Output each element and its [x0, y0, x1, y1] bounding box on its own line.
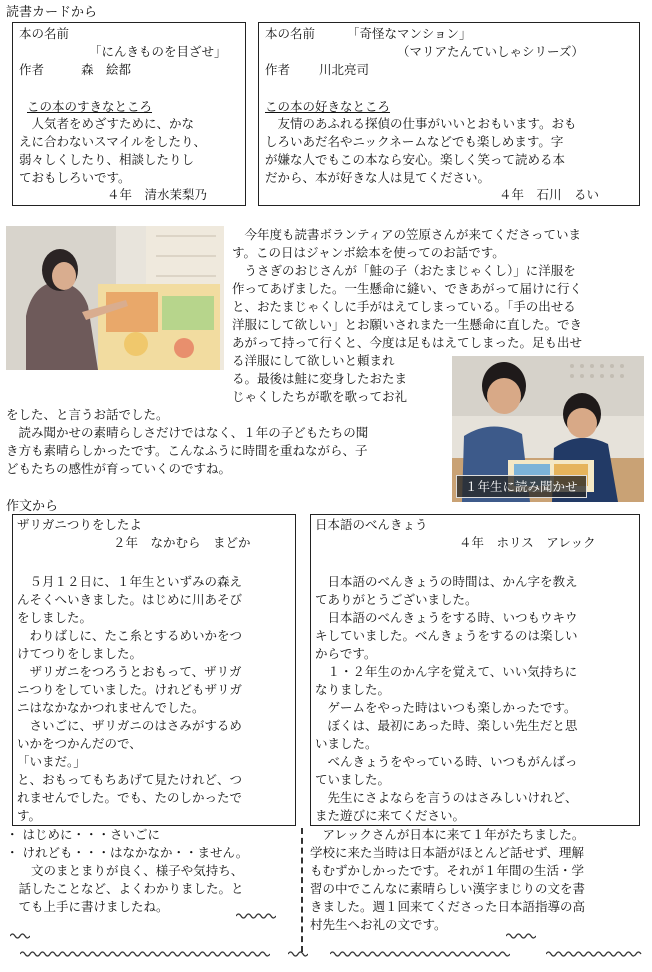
- card-body-line: だから、本が好きな人は見てください。: [265, 170, 491, 185]
- composition-left: [12, 514, 296, 826]
- author-label: 作者: [19, 62, 45, 77]
- article-text-middle: [232, 352, 446, 406]
- comment-line: きました。週１回来てくださった日本語指導の高: [310, 899, 586, 914]
- composition-line: 日本語のべんきょうの時間は、かん字を教え: [315, 574, 578, 589]
- article-line: 今年度も読書ボランティアの笠原さんが来てくださっていま: [232, 227, 582, 242]
- composition-line: けてつりをしました。: [17, 646, 143, 661]
- composition-line: す。: [17, 808, 42, 823]
- photo-caption: １年生に読み聞かせ: [456, 475, 587, 498]
- comment-line: 習の中でこんなに素晴らしい漢字まじりの文を書: [310, 881, 586, 896]
- article-line: じゃくしたちが歌を歌ってお礼: [232, 389, 408, 404]
- comment-line: ・ けれども・・・はなかなか・・ません。: [6, 845, 249, 860]
- composition-line: ニつりをしていました。けれどもザリガ: [17, 682, 242, 697]
- composition-line: からです。: [315, 646, 377, 661]
- comment-line: 文のまとまりが良く、様子や気持ち、: [6, 863, 244, 878]
- composition-line: さいごに、ザリガニのはさみがするめ: [17, 718, 242, 733]
- teacher-comment-right: [310, 826, 648, 934]
- composition-line: 先生にさよならを言うのはさみしいけれど、: [315, 790, 578, 805]
- composition-line: ぼくは、最初にあった時、楽しい先生だと思: [315, 718, 578, 733]
- author-label: 作者: [265, 62, 291, 77]
- composition-line: んそくへいきました。はじめに川あそび: [17, 592, 243, 607]
- composition-title: ザリガニつりをしたよ: [17, 517, 142, 532]
- comment-line: もむずかしかったです。それが１年間の生活・学: [310, 863, 585, 878]
- composition-line: ５月１２日に、１年生といずみの森え: [17, 574, 243, 589]
- wave-divider: [546, 950, 642, 958]
- book-label: 本の名前: [265, 26, 316, 41]
- card-body-line: 弱々しくしたり、相談したりし: [19, 152, 195, 167]
- article-text-bottom: [6, 406, 446, 478]
- composition-line: いかをつかんだので、: [17, 736, 142, 751]
- article-line: 洋服にして欲しい」とお願いされまた一生懸命に直した。でき: [232, 317, 583, 332]
- composition-byline: ２年 なかむら まどか: [113, 535, 251, 550]
- composition-body: [315, 555, 639, 825]
- card-body-line: が嫌な人でもこの本なら安心。楽しく笑って読める本: [265, 152, 566, 167]
- composition-line: また遊びに来てください。: [315, 808, 466, 823]
- book-title: 「奇怪なマンション」: [347, 26, 472, 41]
- wave-divider: [236, 912, 276, 920]
- column-divider: [301, 828, 303, 952]
- composition-body: [17, 555, 295, 825]
- article-line: き方も素晴らしかったです。こんなふうに時間を重ねながら、子: [6, 443, 368, 458]
- composition-line: ゲームをやった時はいつも楽しかったです。: [315, 700, 577, 715]
- author-name: 川北亮司: [319, 62, 370, 77]
- favorite-heading: この本のすきなところ: [27, 99, 153, 114]
- favorite-heading: この本の好きなところ: [265, 99, 391, 114]
- teacher-comment-left: [6, 826, 298, 916]
- article-line: どもたちの感性が育っていくのですね。: [6, 461, 232, 476]
- composition-line: べんきょうをやっている時、いつもがんばっ: [315, 754, 578, 769]
- composition-line: [17, 555, 295, 573]
- composition-line: 日本語のべんきょうをする時、いつもウキウ: [315, 610, 578, 625]
- composition-line: をしました。: [17, 610, 93, 625]
- composition-line: れませんでした。でも、たのしかったで: [17, 790, 243, 805]
- composition-line: ザリガニをつろうとおもって、ザリガ: [17, 664, 242, 679]
- composition-line: いました。: [315, 736, 378, 751]
- wave-divider: [20, 950, 270, 958]
- wave-divider: [10, 932, 30, 940]
- article-text-top: [232, 226, 648, 352]
- card-body-line: ておもしろいです。: [19, 170, 131, 185]
- card-body-line: 人気者をめざすために、かな: [19, 116, 195, 131]
- article-line: と、おたまじゃくしに手がはえてしまっている。「手の出せる: [232, 299, 576, 314]
- reading-card-right: [258, 22, 640, 206]
- book-label: 本の名前: [19, 26, 70, 41]
- photo-volunteer-reading: [6, 226, 224, 370]
- card-body: [19, 115, 245, 187]
- card-body-line: しろいあだ名やニックネームなどでも楽しめます。字: [265, 134, 564, 149]
- comment-line: 村先生へお礼の文です。: [310, 917, 447, 932]
- wave-divider: [330, 950, 510, 958]
- composition-line: と、おもってもちあげて見たけれど、つ: [17, 772, 243, 787]
- comment-line: アレックさんが日本に来て１年がたちました。: [310, 827, 585, 842]
- comment-line: 話したことなど、よくわかりました。と: [6, 881, 244, 896]
- article-line: る。最後は鮭に変身したおたま: [232, 371, 408, 386]
- section-title-reading-cards: 読書カードから: [6, 5, 98, 20]
- book-title: 「にんきものを目ざせ」: [89, 44, 227, 59]
- card-signature: ４年 清水茉梨乃: [107, 187, 208, 202]
- comment-line: ても上手に書けましたね。: [6, 899, 169, 914]
- comment-line: 学校に来た当時は日本語がほとんど話せず、理解: [310, 845, 585, 860]
- photo-volunteer-reading-image: [6, 226, 224, 370]
- composition-line: てありがとうございました。: [315, 592, 478, 607]
- composition-right: [310, 514, 640, 826]
- card-signature: ４年 石川 るい: [499, 187, 600, 202]
- wave-divider: [506, 932, 536, 940]
- card-body: [265, 115, 637, 187]
- book-series: （マリアたんていしゃシリーズ）: [397, 44, 584, 59]
- comment-line: ・ はじめに・・・さいごに: [6, 827, 160, 842]
- card-body-line: 友情のあふれる探偵の仕事がいいとおもいます。おも: [265, 116, 577, 131]
- composition-line: わりばしに、たこ糸とするめいかをつ: [17, 628, 243, 643]
- article-line: す。この日はジャンボ絵本を使ってのお話です。: [232, 245, 505, 260]
- article-line: うさぎのおじさんが「鮭の子（おたまじゃくし）」に洋服を: [232, 263, 576, 278]
- composition-line: なりました。: [315, 682, 391, 697]
- composition-line: １・２年生のかん字を覚えて、いい気持ちに: [315, 664, 578, 679]
- wave-divider: [288, 950, 308, 958]
- article-line: る洋服にして欲しいと頼まれ: [232, 353, 395, 368]
- article-line: あがって持って行くと、今度は足もはえてしまった。足も出せ: [232, 335, 583, 350]
- article-line: をした、と言うお話でした。: [6, 407, 169, 422]
- composition-line: [315, 555, 639, 573]
- section-title-compositions: 作文から: [6, 499, 59, 514]
- composition-line: キしていました。べんきょうをするのは楽しい: [315, 628, 578, 643]
- reading-card-left: [12, 22, 246, 206]
- article-line: 読み聞かせの素晴らしさだけではなく、１年の子どもたちの聞: [6, 425, 369, 440]
- card-body-line: えに合わないスマイルをしたり、: [19, 134, 207, 149]
- composition-title: 日本語のべんきょう: [315, 517, 428, 532]
- article-line: 作ってあげました。一生懸命に縫い、できあがって届けに行く: [232, 281, 583, 296]
- composition-line: 「いまだ。」: [17, 754, 86, 769]
- composition-line: ていました。: [315, 772, 391, 787]
- author-name: 森 絵都: [81, 62, 132, 77]
- composition-line: ニはなかなかつれませんでした。: [17, 700, 205, 715]
- composition-byline: ４年 ホリス アレック: [459, 535, 596, 550]
